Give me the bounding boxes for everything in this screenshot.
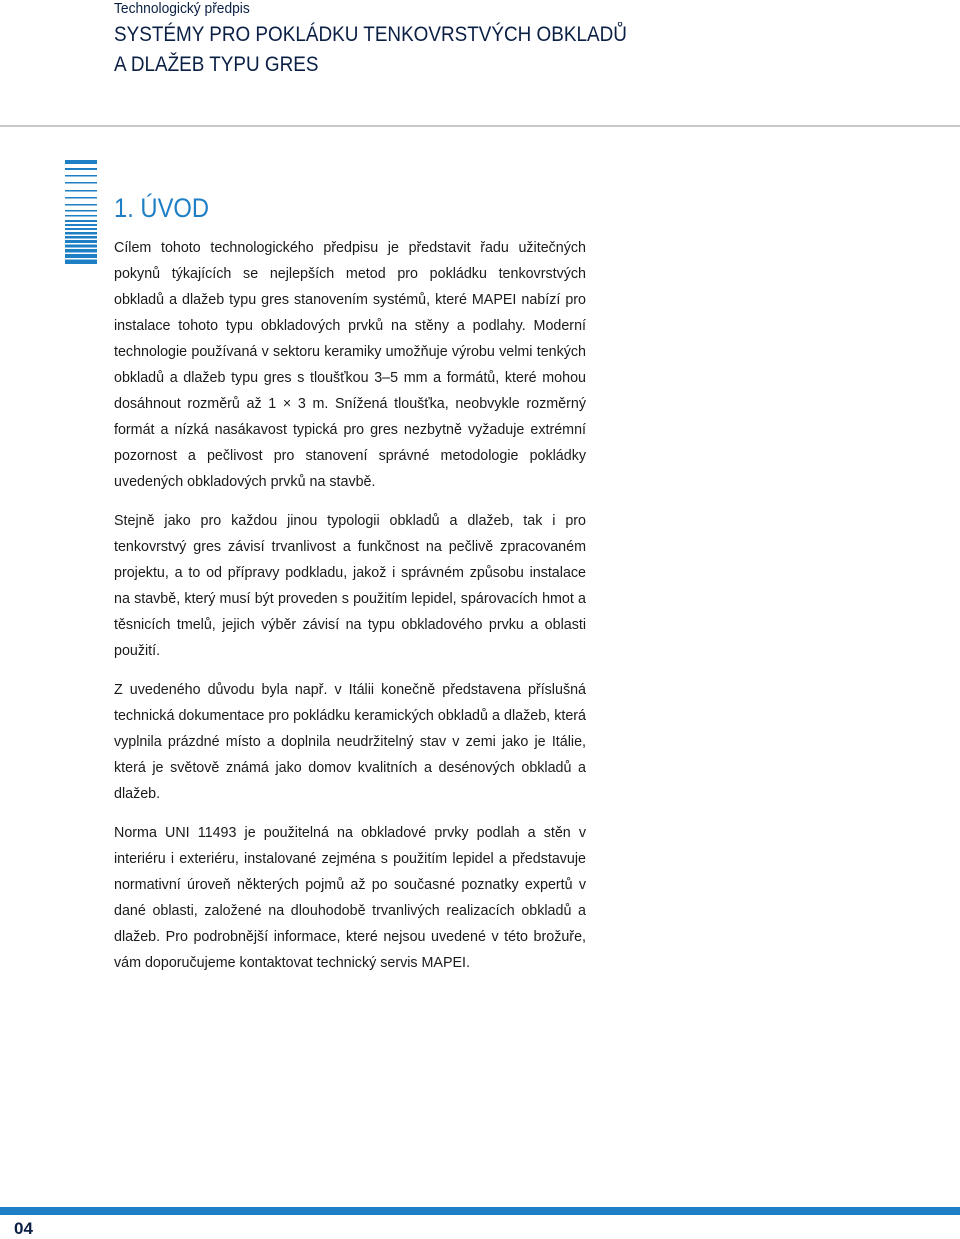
striped-bars-icon <box>65 160 97 264</box>
intro-paragraph-4: Norma UNI 11493 je použitelná na obkladové prvky podlah a stěn v interiéru i exteriéru, instalované zejména s použitím lepidel a představuje normativní úroveň některých pojmů až po současné poznatky expertů v dané oblasti, založené na dlouhodobě trvanlivých realizacích obkladů a dlažeb. Pro podrobnější informace, které nejsou uvedené v této brožuře, vám doporučujeme kontaktovat technický servis MAPEI. <box>114 825 586 971</box>
page-header <box>0 0 960 126</box>
intro-paragraph-1: Cílem tohoto technologického předpisu je představit řadu užitečných pokynů týkajících se nejlepších metod pro pokládku tenkovrstvých obkladů a dlažeb typu gres stanovením systémů, které MAPEI nabízí pro instalace tohoto typu obkladových prvků na stěny a podlahy. Moderní technologie používaná v sektoru keramiky umožňuje výrobu velmi tenkých obkladů a dlažeb typu gres s tloušťkou 3–5 mm a formátů, které mohou dosáhnout rozměrů až 1 × 3 m. Snížená tloušťka, neobvykle rozměrný formát a nízká nasákavost typická pro gres nezbytně vyžaduje extrémní pozornost a pečlivost pro stanovení správné metodologie pokládky uvedených obkladových prvků na stavbě. <box>114 240 586 490</box>
page-number: 04 <box>14 1219 33 1238</box>
footer-accent-bar <box>0 1207 960 1215</box>
document-type-label: Technologický předpis <box>114 0 250 17</box>
document-title <box>114 20 627 80</box>
section-heading: 1. ÚVOD <box>114 193 210 223</box>
intro-paragraph-2: Stejně jako pro každou jinou typologii obkladů a dlažeb, tak i pro tenkovrstvý gres závisí trvanlivost a funkčnost na pečlivě zpracovaném projektu, a to od přípravy podkladu, jakož i správném způsobu instalace na stavbě, který musí být proveden s použitím lepidel, spárovacích hmot a těsnicích tmelů, jejich výběr závisí na typu obkladového prvku a oblasti použití. <box>114 513 586 659</box>
document-title-line-2: A DLAŽEB TYPU GRES <box>114 53 319 76</box>
intro-paragraph-3: Z uvedeného důvodu byla např. v Itálii konečně představena příslušná technická dokumentace pro pokládku keramických obkladů a dlažeb, která vyplnila prázdné místo a doplnila neudržitelný stav v zemi jako je Itálie, která je světově známá jako domov kvalitních a desénových obkladů a dlažeb. <box>114 682 586 802</box>
document-title-line-1: SYSTÉMY PRO POKLÁDKU TENKOVRSTVÝCH OBKLADŮ <box>114 23 627 46</box>
header-divider <box>0 125 960 127</box>
